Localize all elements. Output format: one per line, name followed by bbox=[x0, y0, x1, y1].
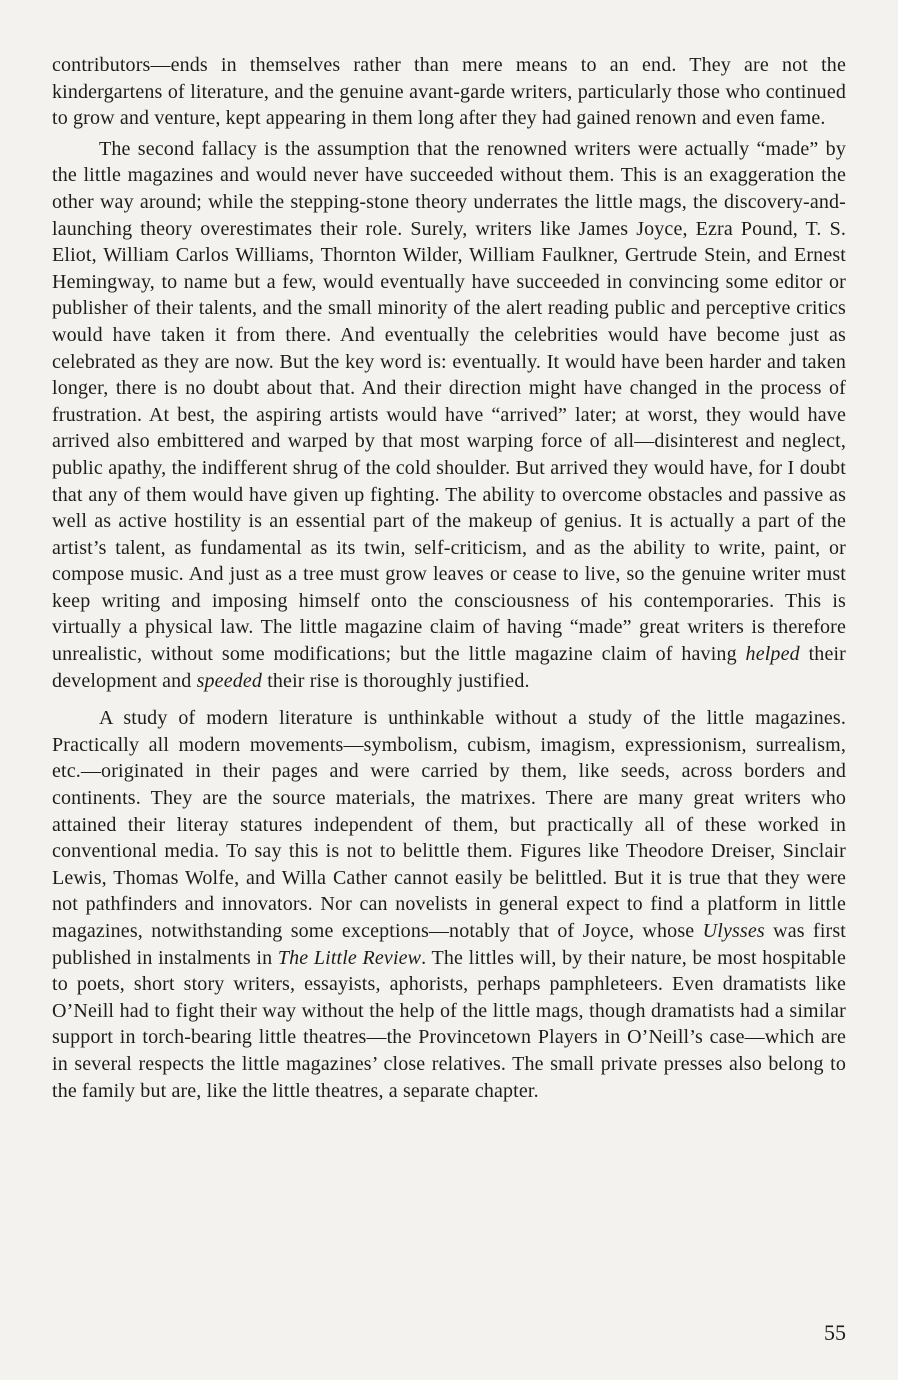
text-segment: The second fallacy is the assumption that the renowned writers were actually “made” by the little magazines and would never have succeeded without them. This is an exaggeration the other way around; while the stepping-stone theory underrates the little mags, the discovery-and-launching theory overestimates their role. Surely, writers like James Joyce, Ezra Pound, T. S. Eliot, William Carlos Williams, Thornton Wilder, William Faulkner, Gertrude Stein, and Ernest Hemingway, to name but a few, would eventually have succeeded in convincing some editor or publisher of their talents, and the small minority of the alert reading public and perceptive critics would have taken it from there. And eventually the celebrities would have become just as celebrated as they are now. But the key word is: eventually. It would have been harder and taken longer, there is no doubt about that. And their direction might have changed in the process of frustration. At best, the aspiring artists would have “arrived” later; at worst, they would have arrived also embittered and warped by that most warping force of all—disinterest and neglect, public apathy, the indifferent shrug of the cold shoulder. But arrived they would have, for I doubt that any of them would have given up fighting. The ability to overcome obstacles and passive as well as active hostility is an essential part of the makeup of genius. It is actually a part of the artist’s talent, as fundamental as its twin, self-criticism, and as the ability to write, paint, or compose music. And just as a tree must grow leaves or cease to live, so the genuine writer must keep writing and imposing himself onto the consciousness of his contemporaries. This is virtually a physical law. The little magazine claim of having “made” great writers is therefore unrealistic, without some modifications; but the little magazine claim of having bbox=[52, 137, 846, 666]
text-segment: was first published in instalments in bbox=[52, 920, 846, 969]
text-segment: their development and bbox=[52, 643, 846, 692]
italic-text: helped bbox=[745, 643, 800, 666]
text-segment: contributors—ends in themselves rather than mere means to an end. They are not the kindergartens of literature, and the genuine avant-garde writers, particularly those who continued to grow and venture, kept appearing in them long after they had gained renown and even fame. bbox=[52, 54, 846, 130]
italic-text: The Little Review bbox=[277, 946, 422, 969]
italic-text: Ulysses bbox=[702, 920, 765, 942]
italic-text: speeded bbox=[196, 669, 263, 692]
text-segment: their rise is thoroughly justified. bbox=[262, 669, 530, 692]
paragraph-1 bbox=[52, 52, 846, 132]
text-segment: A study of modern literature is unthinkable without a study of the little magazines. Practically all modern movements—symbolism, cubism, imagism, expressionism, surrealism, etc.—originated in their pages and were carried by them, like seeds, across borders and continents. They are the source materials, the matrixes. There are many great writers who attained their literay statures independent of them, but practically all of these worked in conventional media. To say this is not to belittle them. Figures like Theodore Dreiser, Sinclair Lewis, Thomas Wolfe, and Willa Cather cannot easily be belittled. But it is true that they were not pathfinders and innovators. Nor can novelists in general expect to find a platform in little magazines, notwithstanding some exceptions—notably that of Joyce, whose bbox=[52, 707, 846, 942]
text-segment: . The littles will, by their nature, be most hospitable to poets, short story writers, essayists, aphorists, perhaps pamphleteers. Even dramatists like O’Neill had to fight their way without the help of the little mags, though dramatists had a similar support in torch-bearing little theatres—the Provincetown Players in O’Neill’s case—which are in several respects the little magazines’ close relatives. The small private presses also belong to the family but are, like the little theatres, a separate chapter. bbox=[52, 946, 846, 1102]
page-number: 55 bbox=[824, 1320, 846, 1345]
body-text bbox=[52, 52, 846, 1104]
paragraph-2 bbox=[52, 136, 846, 694]
paragraph-3 bbox=[52, 705, 846, 1104]
